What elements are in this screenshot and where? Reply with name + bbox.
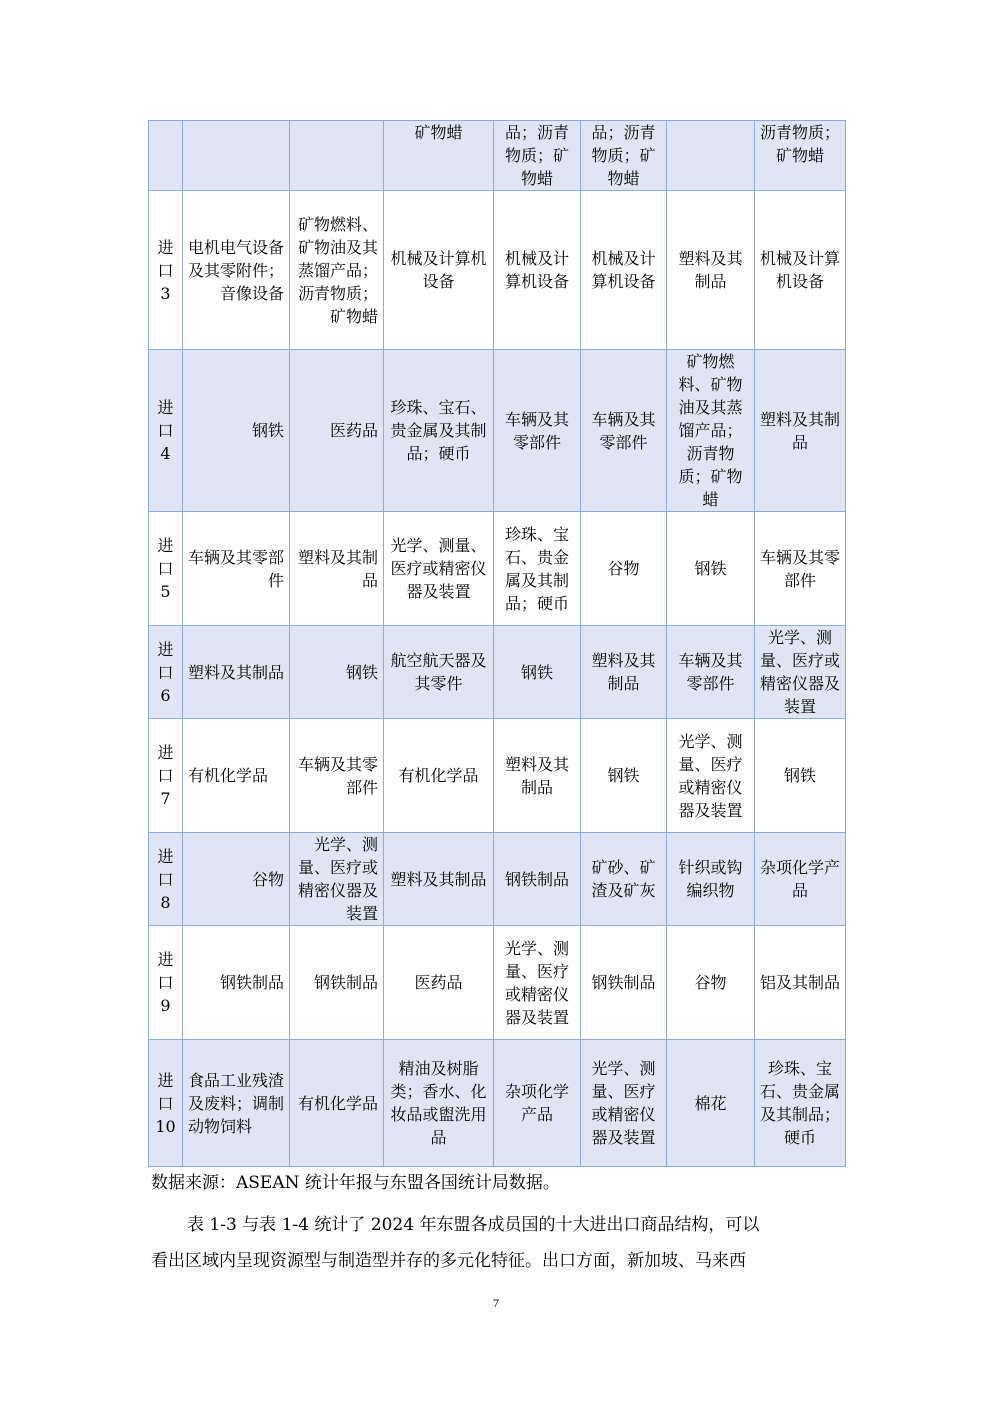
table-cell: 钢铁制品 [290,926,384,1040]
import-structure-table [148,120,846,1167]
table-cell: 车辆及其零部件 [581,350,667,512]
table-cell: 沥青物质；矿物蜡 [755,121,846,191]
table-cell: 机械及计算机设备 [581,191,667,350]
table-cell: 电机电气设备及其零附件；音像设备 [183,191,290,350]
rank-cell: 进口8 [149,833,183,926]
table-cell: 钢铁制品 [494,833,581,926]
table-cell: 矿物燃料、矿物油及其蒸馏产品；沥青物质；矿物蜡 [290,191,384,350]
table-cell: 矿物燃料、矿物油及其蒸馏产品；沥青物质；矿物蜡 [667,350,755,512]
table-cell: 铝及其制品 [755,926,846,1040]
rank-cell: 进口10 [149,1040,183,1167]
table-cell: 珍珠、宝石、贵金属及其制品；硬币 [494,512,581,626]
table-cell: 钢铁 [290,626,384,719]
table-cell: 品；沥青物质；矿物蜡 [494,121,581,191]
table-cell: 珍珠、宝石、贵金属及其制品；硬币 [755,1040,846,1167]
table-row [149,512,846,626]
table-cell: 医药品 [384,926,494,1040]
table-cell: 钢铁 [755,719,846,833]
table-cell [183,121,290,191]
table-cell: 塑料及其制品 [384,833,494,926]
table-cell: 有机化学品 [290,1040,384,1167]
table-cell: 精油及树脂类；香水、化妆品或盥洗用品 [384,1040,494,1167]
rank-cell: 进口7 [149,719,183,833]
table-cell: 机械及计算机设备 [755,191,846,350]
table-row [149,350,846,512]
table-cell: 车辆及其零部件 [667,626,755,719]
data-source-note: 数据来源：ASEAN 统计年报与东盟各国统计局数据。 [151,1173,560,1193]
page-number: 7 [493,1296,499,1310]
table-cell [667,121,755,191]
table-cell: 光学、测量、医疗或精密仪器及装置 [581,1040,667,1167]
table-cell: 珍珠、宝石、贵金属及其制品；硬币 [384,350,494,512]
table-row [149,719,846,833]
table-cell: 钢铁 [667,512,755,626]
table-row [149,626,846,719]
table-cell: 塑料及其制品 [494,719,581,833]
table-cell: 塑料及其制品 [290,512,384,626]
table-cell [290,121,384,191]
table-cell: 有机化学品 [384,719,494,833]
rank-cell: 进口5 [149,512,183,626]
table-cell: 光学、测量、医疗或精密仪器及装置 [290,833,384,926]
table-cell: 杂项化学产品 [494,1040,581,1167]
table-cell: 塑料及其制品 [667,191,755,350]
rank-cell [149,121,183,191]
table-cell: 塑料及其制品 [581,626,667,719]
table-cell: 钢铁制品 [183,926,290,1040]
table-cell: 医药品 [290,350,384,512]
table-cell: 车辆及其零部件 [290,719,384,833]
table-cell: 钢铁 [494,626,581,719]
table-row [149,121,846,191]
table-row [149,191,846,350]
table-cell: 有机化学品 [183,719,290,833]
rank-cell: 进口3 [149,191,183,350]
table-cell: 谷物 [667,926,755,1040]
table-row [149,926,846,1040]
table-cell: 钢铁 [183,350,290,512]
table-cell: 谷物 [581,512,667,626]
table-row [149,833,846,926]
table-cell: 塑料及其制品 [755,350,846,512]
table-cell: 钢铁制品 [581,926,667,1040]
table-cell: 钢铁 [581,719,667,833]
table-cell: 航空航天器及其零件 [384,626,494,719]
rank-cell: 进口9 [149,926,183,1040]
table-cell: 机械及计算机设备 [384,191,494,350]
table-cell: 矿砂、矿渣及矿灰 [581,833,667,926]
table-cell: 矿物蜡 [384,121,494,191]
table-cell: 车辆及其零部件 [183,512,290,626]
table-cell: 车辆及其零部件 [494,350,581,512]
table-cell: 针织或钩编织物 [667,833,755,926]
rank-cell: 进口4 [149,350,183,512]
table-cell: 品；沥青物质；矿物蜡 [581,121,667,191]
table-cell: 棉花 [667,1040,755,1167]
table-cell: 杂项化学产品 [755,833,846,926]
table-row [149,1040,846,1167]
table-cell: 机械及计算机设备 [494,191,581,350]
table-cell: 光学、测量、医疗或精密仪器及装置 [667,719,755,833]
table-cell: 食品工业残渣及废料；调制动物饲料 [183,1040,290,1167]
rank-cell: 进口6 [149,626,183,719]
table-cell: 塑料及其制品 [183,626,290,719]
table-cell: 谷物 [183,833,290,926]
body-paragraph-line-1: 表 1-3 与表 1-4 统计了 2024 年东盟各成员国的十大进出口商品结构，可以 [187,1215,760,1235]
table-cell: 光学、测量、医疗或精密仪器及装置 [384,512,494,626]
body-paragraph-line-2: 看出区域内呈现资源型与制造型并存的多元化特征。出口方面，新加坡、马来西 [151,1251,746,1271]
table-cell: 光学、测量、医疗或精密仪器及装置 [755,626,846,719]
table-cell: 车辆及其零部件 [755,512,846,626]
table-cell: 光学、测量、医疗或精密仪器及装置 [494,926,581,1040]
